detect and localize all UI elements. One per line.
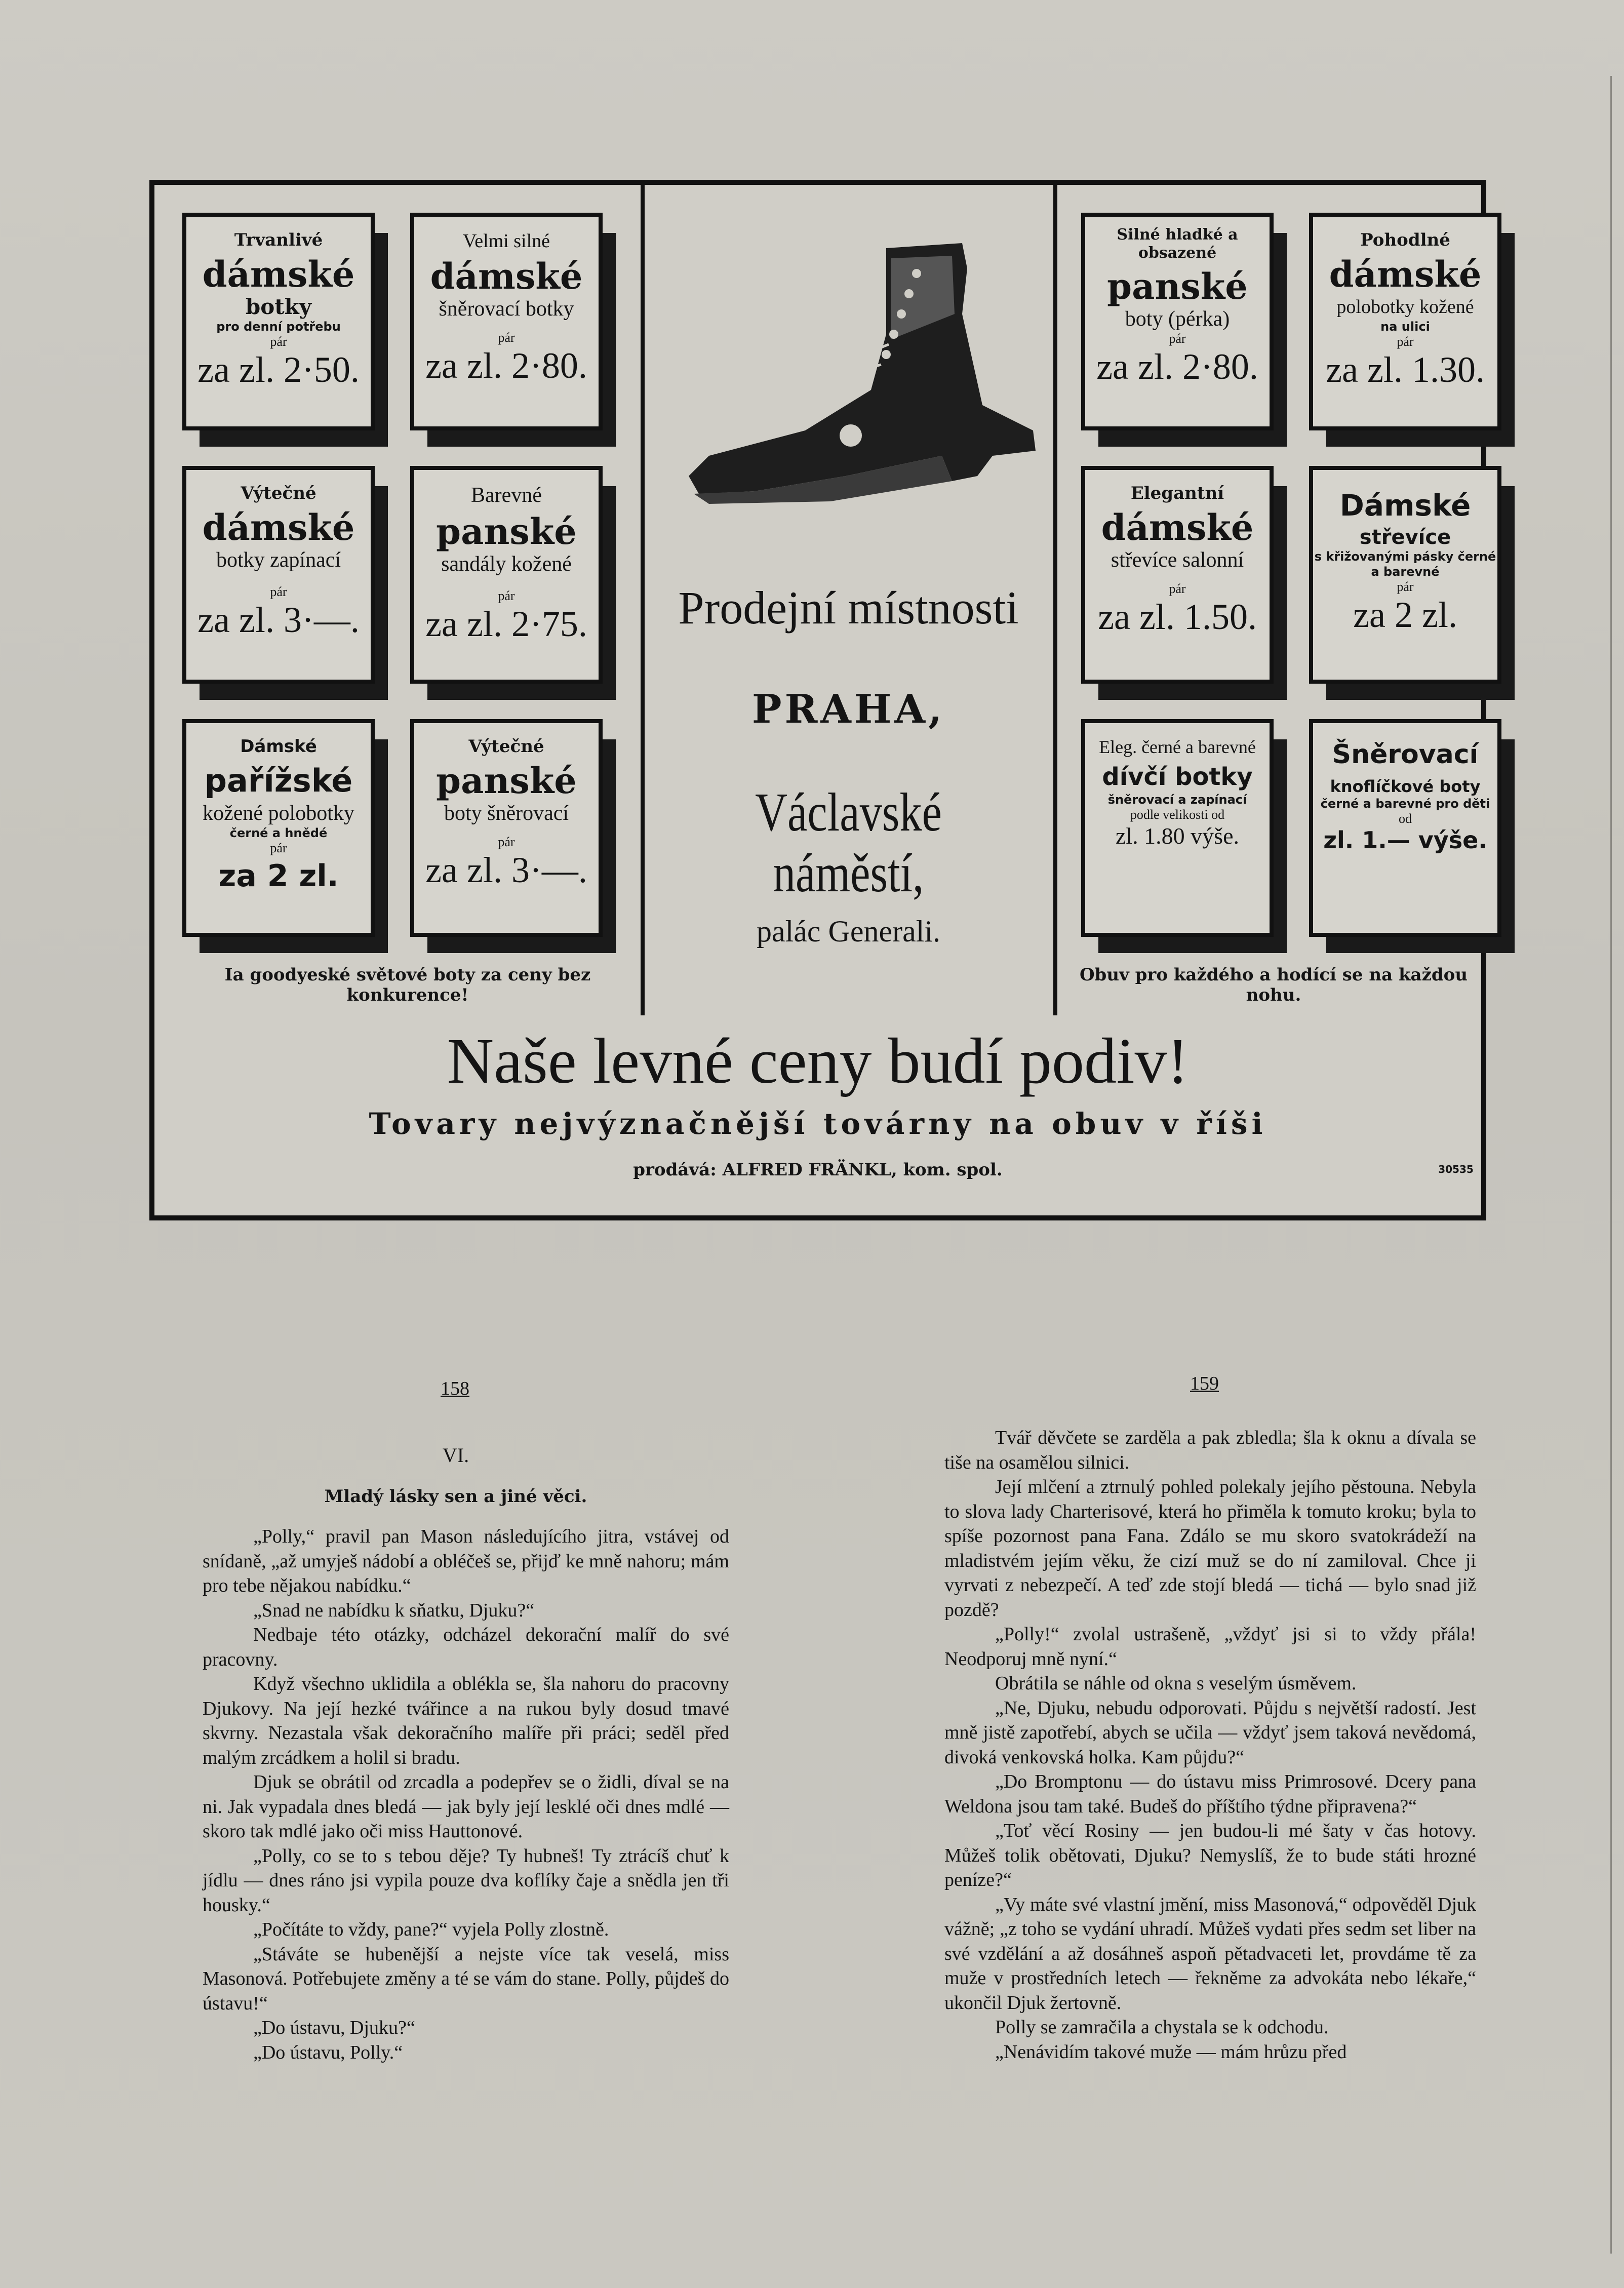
paragraph: „Nenávidím takové muže — mám hrůzu před — [995, 2041, 1347, 2063]
paragraph: Tvář děvčete se zarděla a pak zbledla; šla k oknu a dívala se tiše na osamělou silnici. — [944, 1427, 1476, 1473]
sales-rooms-heading: Prodejní místnosti — [678, 582, 1019, 634]
ad-box-11 — [1081, 719, 1274, 937]
ad-code: 30535 — [1438, 1163, 1474, 1175]
ad-tagline: Tovary nejvýznačnější továrny na obuv v říši — [369, 1107, 1267, 1141]
box-unit: od — [1399, 811, 1412, 826]
box-title: dámské — [202, 253, 355, 295]
ad-box-7 — [1081, 213, 1274, 430]
paragraph: Polly se zamračila a chystala se k odchodu. — [995, 2017, 1329, 2038]
box-title: panské — [1107, 265, 1248, 307]
box-heading: Barevné — [471, 484, 542, 507]
ad-box-12 — [1309, 719, 1501, 937]
ad-box-2 — [410, 213, 603, 430]
box-title: dámské — [1329, 253, 1482, 295]
paragraph: „Do ústavu, Djuku?“ — [253, 2017, 415, 2038]
box-heading: Eleg. černé a barevné — [1099, 737, 1256, 757]
box-heading: Výtečné — [468, 736, 544, 757]
box-heading: Výtečné — [241, 483, 316, 503]
paragraph: „Ne, Djuku, nebudu odporovati. Půjdu s největší radostí. Jest mně jistě zapotřebí, abych se učila — vždyť jsem taková nevědomá, divoká venkovská holka. Kam půjdu?“ — [944, 1697, 1476, 1768]
box-subtitle: botky — [245, 294, 312, 319]
box-unit: pár — [1397, 334, 1414, 349]
paragraph: „Do ústavu, Polly.“ — [253, 2041, 403, 2063]
box-unit: pár — [498, 835, 515, 849]
box-title: dámské — [430, 255, 583, 297]
ad-box-6 — [410, 719, 603, 937]
paragraph: „Polly,“ pravil pan Mason následujícího jitra, vstávej od snídaně, „až umyješ nádobí a obléčeš se, přijď ke mně nahoru; mám pro tebe nějakou nabídku.“ — [203, 1526, 729, 1596]
box-unit: pár — [1397, 579, 1414, 594]
box-heading: střevíce — [1359, 526, 1451, 549]
box-price: za zl. 3·—. — [197, 600, 360, 640]
paragraph: Její mlčení a ztrnulý pohled polekaly jejího pěstouna. Nebyla to slova lady Charterisové, která ho přiměla k tomuto kroku; byla to spíše pozornost pana Fana. Zdálo se mu skoro svatokrádeží na mladistvém jejím věku, že cizí muž se do ní zamiloval. Chce ji vyrvati z nebezpečí. A teď zde stojí bledá — tichá — bylo snad již pozdě? — [944, 1476, 1476, 1621]
box-price: za zl. 1.30. — [1326, 349, 1485, 390]
box-note: černé a barevné pro děti — [1320, 797, 1490, 811]
box-unit: pár — [498, 588, 515, 603]
box-note: na ulici — [1380, 320, 1430, 334]
box-unit: pár — [1169, 581, 1186, 596]
goodyear-claim: Ia goodyeské světové boty za ceny bez konkurence! — [224, 965, 591, 1005]
box-heading: Elegantní — [1130, 483, 1224, 503]
box-heading: knoflíčkové boty — [1330, 777, 1481, 796]
paragraph: „Do Bromptonu — do ústavu miss Primrosové. Dcery pana Weldona jsou tam také. Budeš do příštího týdne připravena?“ — [944, 1771, 1476, 1817]
right-page-text — [944, 1426, 1476, 2064]
box-price: za zl. 1.50. — [1098, 597, 1257, 637]
chapter-number: VI. — [442, 1444, 469, 1467]
box-price: zl. 1.80 výše. — [1115, 823, 1239, 849]
city-name: PRAHA, — [751, 686, 945, 732]
box-subtitle: sandály kožené — [441, 553, 572, 576]
paragraph: Nedbaje této otázky, odcházel dekorační malíř do své pracovny. — [203, 1624, 729, 1670]
left-page-text — [203, 1524, 729, 2065]
shoe-advertisement — [149, 180, 1496, 1220]
paragraph: „Vy máte své vlastní jmění, miss Masonová,“ odpověděl Djuk vážně; „z toho se vydání uhradí. Můžeš vydati přes sedm set liber na své vzdělání a až dosáhneš aspoň pětadvaceti let, provdáme tě za muže v prostředních letech — řekněme za advokáta nebo lékaře,“ ukončil Djuk žertovně. — [944, 1893, 1476, 2014]
box-price: za 2 zl. — [218, 858, 339, 894]
box-note: s křižovanými pásky černé a barevné — [1314, 549, 1496, 579]
box-heading: Silné hladké a obsazené — [1117, 226, 1238, 262]
chapter-title: Mladý lásky sen a jiné věci. — [324, 1486, 587, 1507]
ad-slogan: Naše levné ceny budí podiv! — [447, 1025, 1189, 1097]
ad-box-5 — [182, 719, 375, 937]
ad-box-1 — [182, 213, 375, 430]
box-title: dívčí botky — [1102, 763, 1253, 791]
ad-divider-right — [1053, 185, 1057, 1015]
box-title: pařížské — [204, 762, 353, 799]
box-subtitle: šněrovací botky — [439, 297, 574, 321]
box-title: Dámské — [1339, 488, 1471, 523]
box-unit: pár — [1169, 331, 1186, 346]
ad-divider-left — [641, 185, 645, 1015]
box-note: šněrovací a zapínací — [1107, 793, 1247, 807]
box-title: Šněrovací — [1332, 739, 1479, 770]
box-unit: pár — [270, 584, 287, 599]
paragraph: Když všechno uklidila a oblékla se, šla nahoru do pracovny Djukovy. Na její hezké tvářince a na rukou byly dosud tmavé skvrny. Nezastala však dekoračního malíře při práci; seděl před malým zrcádkem a holil si bradu. — [203, 1673, 729, 1768]
paragraph: „Polly, co se to s tebou děje? Ty hubneš! Ty ztrácíš chuť k jídlu — dnes ráno jsi vypila pouze dva koflíky čaje a snědla jen tři housky.“ — [203, 1845, 729, 1916]
shoe-illustration — [679, 238, 1043, 522]
box-price: za zl. 2·80. — [425, 345, 587, 386]
paragraph: „Polly!“ zvolal ustrašeně, „vždyť jsi si to vždy přála! Neodporuj mně nyní.“ — [944, 1624, 1476, 1670]
box-price: za zl. 2·75. — [425, 604, 587, 644]
ad-box-3 — [182, 466, 375, 684]
page-number-right: 159 — [1190, 1373, 1219, 1394]
box-heading: Velmi silné — [462, 230, 550, 252]
box-subtitle: kožené polobotky — [203, 802, 354, 825]
box-price: za 2 zl. — [1353, 595, 1457, 635]
box-title: dámské — [202, 506, 355, 548]
page-number-left: 158 — [441, 1378, 469, 1399]
box-price: zl. 1.— výše. — [1323, 826, 1487, 854]
ad-box-8 — [1309, 213, 1501, 430]
box-subtitle: střevíce salonní — [1111, 548, 1244, 572]
page-fold — [1610, 76, 1612, 2254]
footwear-claim: Obuv pro každého a hodící se na každou nohu. — [1079, 965, 1468, 1005]
box-subtitle: boty (pérka) — [1125, 307, 1230, 331]
box-heading: Trvanlivé — [234, 230, 323, 250]
ad-box-9 — [1081, 466, 1274, 684]
box-price: za zl. 2·50. — [197, 349, 360, 390]
street-name: Václavské náměstí, — [755, 782, 942, 903]
box-subtitle: botky zapínací — [216, 548, 341, 572]
paragraph: Obrátila se náhle od okna s veselým úsměvem. — [995, 1673, 1357, 1694]
ad-box-10 — [1309, 466, 1501, 684]
paragraph: „Toť věcí Rosiny — jen budou-li mé šaty v čas hotovy. Můžeš tolik obětovati, Djuku? Nemyslíš, že to bude státi hrozné peníze?“ — [944, 1820, 1476, 1890]
box-subtitle: boty šněrovací — [444, 802, 569, 825]
building-name: palác Generali. — [756, 915, 941, 948]
box-price: za zl. 2·80. — [1096, 346, 1258, 387]
box-title: panské — [436, 510, 577, 553]
paragraph: „Stáváte se hubenější a nejste více tak veselá, miss Masonová. Potřebujete změny a té se vám do stane. Polly, půjdeš do ústavu!“ — [203, 1943, 729, 2014]
box-unit: pár — [270, 841, 287, 855]
paragraph: „Počítáte to vždy, pane?“ vyjela Polly zlostně. — [253, 1919, 609, 1940]
box-heading: Dámské — [240, 736, 317, 757]
box-subtitle: polobotky kožené — [1336, 296, 1474, 318]
paragraph: „Snad ne nabídku k sňatku, Djuku?“ — [253, 1599, 535, 1621]
paragraph: Djuk se obrátil od zrcadla a podepřev se o židli, díval se na ni. Jak vypadala dnes bledá — jak byly její lesklé oči dnes mdlé — skoro tak mdlé jako oči miss Hauttonové. — [203, 1771, 729, 1842]
ad-box-4 — [410, 466, 603, 684]
box-note: pro denní potřebu — [216, 320, 341, 334]
box-heading: Pohodlné — [1360, 230, 1450, 250]
box-title: panské — [436, 760, 577, 802]
box-unit: pár — [270, 334, 287, 349]
box-price: za zl. 3·—. — [425, 850, 587, 890]
box-unit: podle velikosti od — [1130, 807, 1225, 822]
ad-seller: prodává: ALFRED FRÄNKL, kom. spol. — [633, 1160, 1003, 1180]
box-unit: pár — [498, 330, 515, 345]
box-title: dámské — [1101, 506, 1254, 548]
box-note: černé a hnědé — [229, 826, 328, 840]
